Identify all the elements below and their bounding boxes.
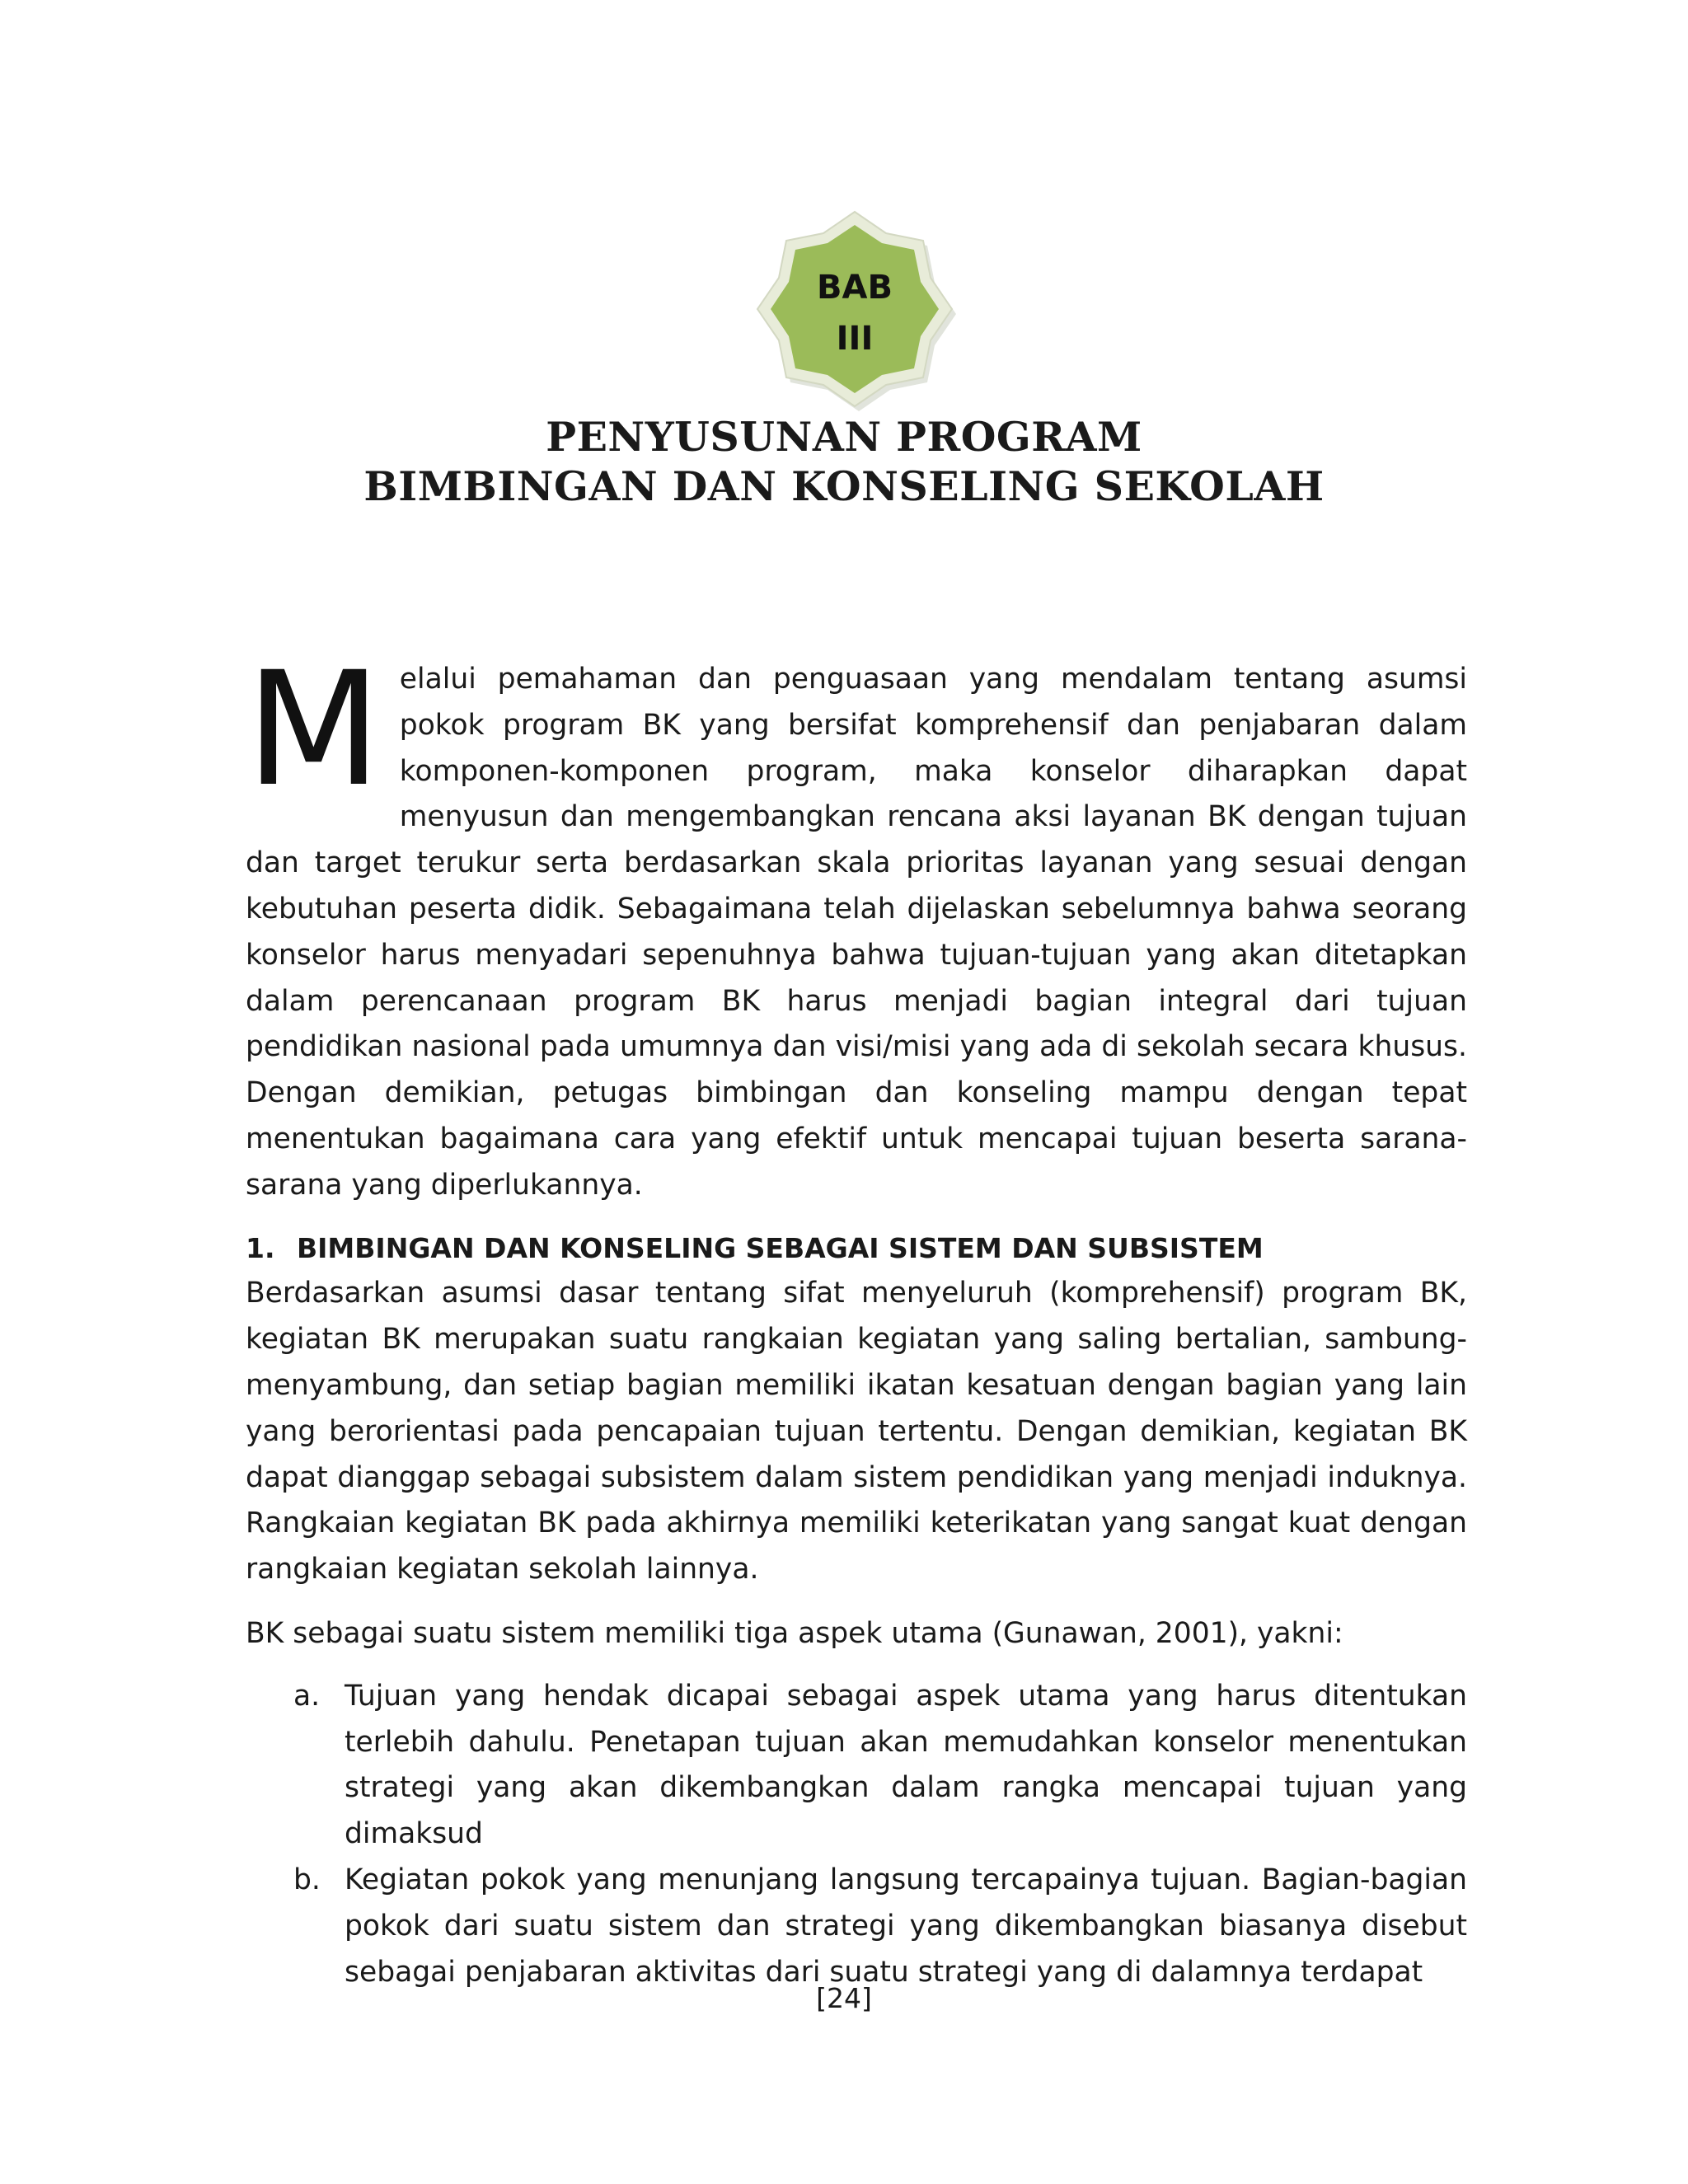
- chapter-title-line-1: PENYUSUNAN PROGRAM: [546, 413, 1142, 461]
- intro-text: elalui pemahaman dan penguasaan yang mendalam tentang asumsi pokok program BK yang bersifat komprehensif dan penjabaran dalam komponen-komponen program, maka konselor diharapkan dapat menyusun dan mengembangkan rencana aksi layanan BK dengan tujuan dan target terukur serta berdasarkan skala prioritas layanan yang sesuai dengan kebutuhan peserta didik. Sebagaimana telah dijelaskan sebelumnya bahwa seorang konselor harus menyadari sepenuhnya bahwa tujuan-tujuan yang akan ditetapkan dalam perencanaan program BK harus menjadi bagian integral dari tujuan pendidikan nasional pada umumnya dan visi/misi yang ada di sekolah secara khusus. Dengan demikian, petugas bimbingan dan konseling mampu dengan tepat menentukan bagaimana cara yang efektif untuk mencapai tujuan beserta sarana-sarana yang diperlukannya.: [246, 663, 1467, 1202]
- page-number: [24]: [816, 1982, 872, 2014]
- section-heading-text: BIMBINGAN DAN KONSELING SEBAGAI SISTEM DAN SUBSISTEM: [297, 1231, 1264, 1264]
- chapter-title-line-2: BIMBINGAN DAN KONSELING SEKOLAH: [363, 462, 1325, 510]
- chapter-badge: [743, 198, 966, 420]
- list-item-text: Kegiatan pokok yang menunjang langsung tercapainya tujuan. Bagian-bagian pokok dari suatu sistem dan strategi yang dikembangkan biasanya disebut sebagai penjabaran aktivitas dari suatu strategi yang di dalamnya terdapat: [345, 1863, 1467, 1989]
- section-paragraph: Berdasarkan asumsi dasar tentang sifat menyeluruh (komprehensif) program BK, kegiatan BK merupakan suatu rangkaian kegiatan yang saling bertalian, sambung-menyambung, dan setiap bagian memiliki ikatan kesatuan dengan bagian yang lain yang berorientasi pada pencapaian tujuan tertentu. Dengan demikian, kegiatan BK dapat dianggap sebagai subsistem dalam sistem pendidikan yang menjadi induknya. Rangkaian kegiatan BK pada akhirnya memiliki keterikatan yang sangat kuat dengan rangkaian kegiatan sekolah lainnya.: [246, 1277, 1467, 1586]
- chapter-title: [0, 412, 1688, 511]
- badge-label-bab: BAB: [817, 269, 893, 307]
- list-marker: a.: [293, 1679, 321, 1713]
- drop-cap: M: [246, 639, 382, 822]
- aspects-list: [246, 1674, 1467, 1996]
- list-item: [246, 1858, 1467, 1995]
- section-number: 1.: [246, 1231, 275, 1264]
- intro-paragraph: [246, 639, 1467, 1209]
- body-content: [246, 639, 1467, 1995]
- list-item: [246, 1674, 1467, 1858]
- list-lead-text: BK sebagai suatu sistem memiliki tiga aspek utama (Gunawan, 2001), yakni:: [246, 1616, 1343, 1650]
- section-heading: [246, 1226, 1467, 1272]
- list-marker: b.: [293, 1863, 321, 1896]
- badge-label-roman: III: [836, 320, 874, 358]
- list-item-text: Tujuan yang hendak dicapai sebagai aspek utama yang harus ditentukan terlebih dahulu. Penetapan tujuan akan memudahkan konselor menentukan strategi yang akan dikembangkan dalam rangka mencapai tujuan yang dimaksud: [345, 1679, 1467, 1851]
